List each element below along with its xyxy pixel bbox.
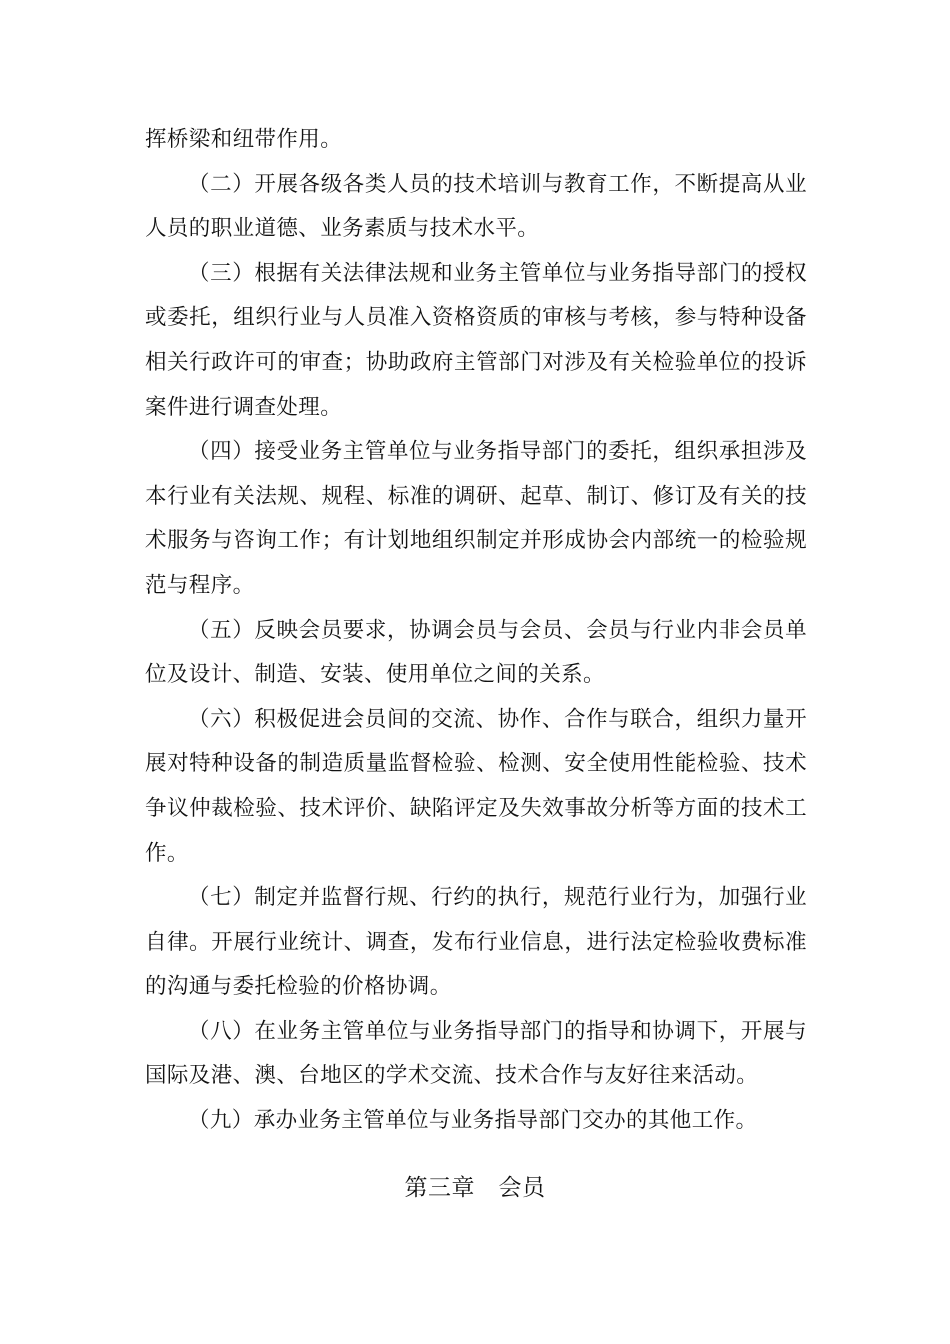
- document-body: [145, 118, 807, 1144]
- paragraph-item-6: （六）积极促进会员间的交流、协作、合作与联合，组织力量开展对特种设备的制造质量监督检验、检测、安全使用性能检验、技术争议仲裁检验、技术评价、缺陷评定及失效事故分析等方面的技术工作。: [145, 706, 807, 866]
- chapter-heading: 第三章 会员: [404, 1175, 546, 1201]
- paragraph-item-8: （八）在业务主管单位与业务指导部门的指导和协调下，开展与国际及港、澳、台地区的学术交流、技术合作与友好往来活动。: [145, 1018, 807, 1089]
- paragraph-item-2: （二）开展各级各类人员的技术培训与教育工作，不断提高从业人员的职业道德、业务素质与技术水平。: [145, 171, 807, 242]
- paragraph-item-9: （九）承办业务主管单位与业务指导部门交办的其他工作。: [188, 1108, 758, 1134]
- paragraph-item-4: （四）接受业务主管单位与业务指导部门的委托，组织承担涉及本行业有关法规、规程、标准的调研、起草、制订、修订及有关的技术服务与咨询工作；有计划地组织制定并形成协会内部统一的检验规范与程序。: [145, 439, 807, 598]
- paragraph-item-3: （三）根据有关法律法规和业务主管单位与业务指导部门的授权或委托，组织行业与人员准入资格资质的审核与考核，参与特种设备相关行政许可的审查；协助政府主管部门对涉及有关检验单位的投诉案件进行调查处理。: [145, 260, 807, 420]
- paragraph-item-7: （七）制定并监督行规、行约的执行，规范行业行为，加强行业自律。开展行业统计、调查，发布行业信息，进行法定检验收费标准的沟通与委托检验的价格协调。: [145, 885, 807, 1000]
- paragraph-item-5: （五）反映会员要求，协调会员与会员、会员与行业内非会员单位及设计、制造、安装、使用单位之间的关系。: [145, 617, 807, 688]
- paragraph-continuation: 挥桥梁和纽带作用。: [145, 127, 343, 152]
